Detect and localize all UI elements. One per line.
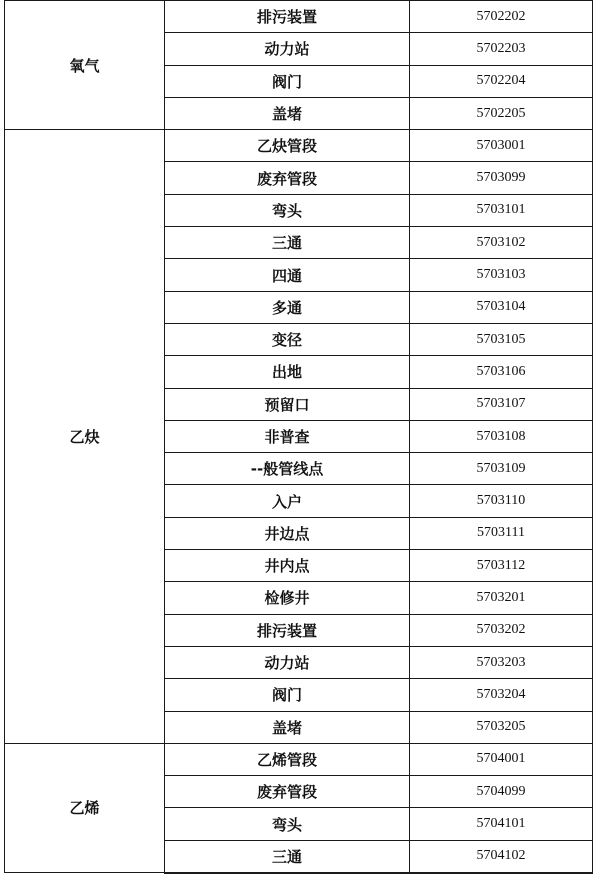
item-code-cell: 5702205 (410, 97, 593, 129)
table-body (5, 1, 593, 873)
item-name-cell: 井边点 (165, 517, 410, 549)
item-name-cell: 出地 (165, 356, 410, 388)
item-name-cell: 弯头 (165, 194, 410, 226)
item-name-cell: 废弃管段 (165, 162, 410, 194)
item-code-cell: 5703106 (410, 356, 593, 388)
item-code-cell: 5704099 (410, 776, 593, 808)
table-row (5, 1, 593, 33)
item-name-cell: 井内点 (165, 550, 410, 582)
table-row (5, 743, 593, 775)
item-name-cell: 排污装置 (165, 614, 410, 646)
item-code-cell: 5702202 (410, 1, 593, 33)
item-name-cell: 废弃管段 (165, 776, 410, 808)
item-name-cell: 乙烯管段 (165, 743, 410, 775)
item-name-cell: --般管线点 (165, 453, 410, 485)
item-name-cell: 阀门 (165, 65, 410, 97)
group-name-cell: 乙炔 (5, 130, 165, 744)
item-name-cell: 盖堵 (165, 711, 410, 743)
item-name-cell: 预留口 (165, 388, 410, 420)
item-code-cell: 5703112 (410, 550, 593, 582)
item-code-cell: 5704101 (410, 808, 593, 840)
item-name-cell: 乙炔管段 (165, 130, 410, 162)
item-code-cell: 5703105 (410, 323, 593, 355)
item-name-cell: 盖堵 (165, 97, 410, 129)
item-name-cell: 阀门 (165, 679, 410, 711)
item-name-cell: 三通 (165, 840, 410, 872)
item-code-cell: 5702203 (410, 33, 593, 65)
item-code-cell: 5703110 (410, 485, 593, 517)
item-name-cell: 多通 (165, 291, 410, 323)
table-row (5, 130, 593, 162)
item-name-cell: 变径 (165, 323, 410, 355)
group-name-cell: 乙烯 (5, 743, 165, 872)
item-code-cell: 5703001 (410, 130, 593, 162)
item-name-cell: 动力站 (165, 646, 410, 678)
item-name-cell: 四通 (165, 259, 410, 291)
item-code-cell: 5703201 (410, 582, 593, 614)
item-code-cell: 5703108 (410, 420, 593, 452)
item-name-cell: 检修井 (165, 582, 410, 614)
item-code-cell: 5703203 (410, 646, 593, 678)
item-name-cell: 三通 (165, 227, 410, 259)
item-code-cell: 5703202 (410, 614, 593, 646)
item-code-cell: 5703099 (410, 162, 593, 194)
item-code-cell: 5703104 (410, 291, 593, 323)
item-code-cell: 5704102 (410, 840, 593, 872)
item-name-cell: 非普查 (165, 420, 410, 452)
item-code-cell: 5703101 (410, 194, 593, 226)
item-code-cell: 5703205 (410, 711, 593, 743)
group-name-cell: 氧气 (5, 1, 165, 130)
item-code-cell: 5703102 (410, 227, 593, 259)
item-name-cell: 弯头 (165, 808, 410, 840)
item-code-cell: 5703109 (410, 453, 593, 485)
item-code-cell: 5703111 (410, 517, 593, 549)
item-code-cell: 5703107 (410, 388, 593, 420)
item-code-cell: 5703103 (410, 259, 593, 291)
item-name-cell: 动力站 (165, 33, 410, 65)
item-code-cell: 5703204 (410, 679, 593, 711)
item-code-cell: 5704001 (410, 743, 593, 775)
item-code-cell: 5702204 (410, 65, 593, 97)
item-name-cell: 排污装置 (165, 1, 410, 33)
pipeline-code-table (4, 0, 593, 874)
item-name-cell: 入户 (165, 485, 410, 517)
